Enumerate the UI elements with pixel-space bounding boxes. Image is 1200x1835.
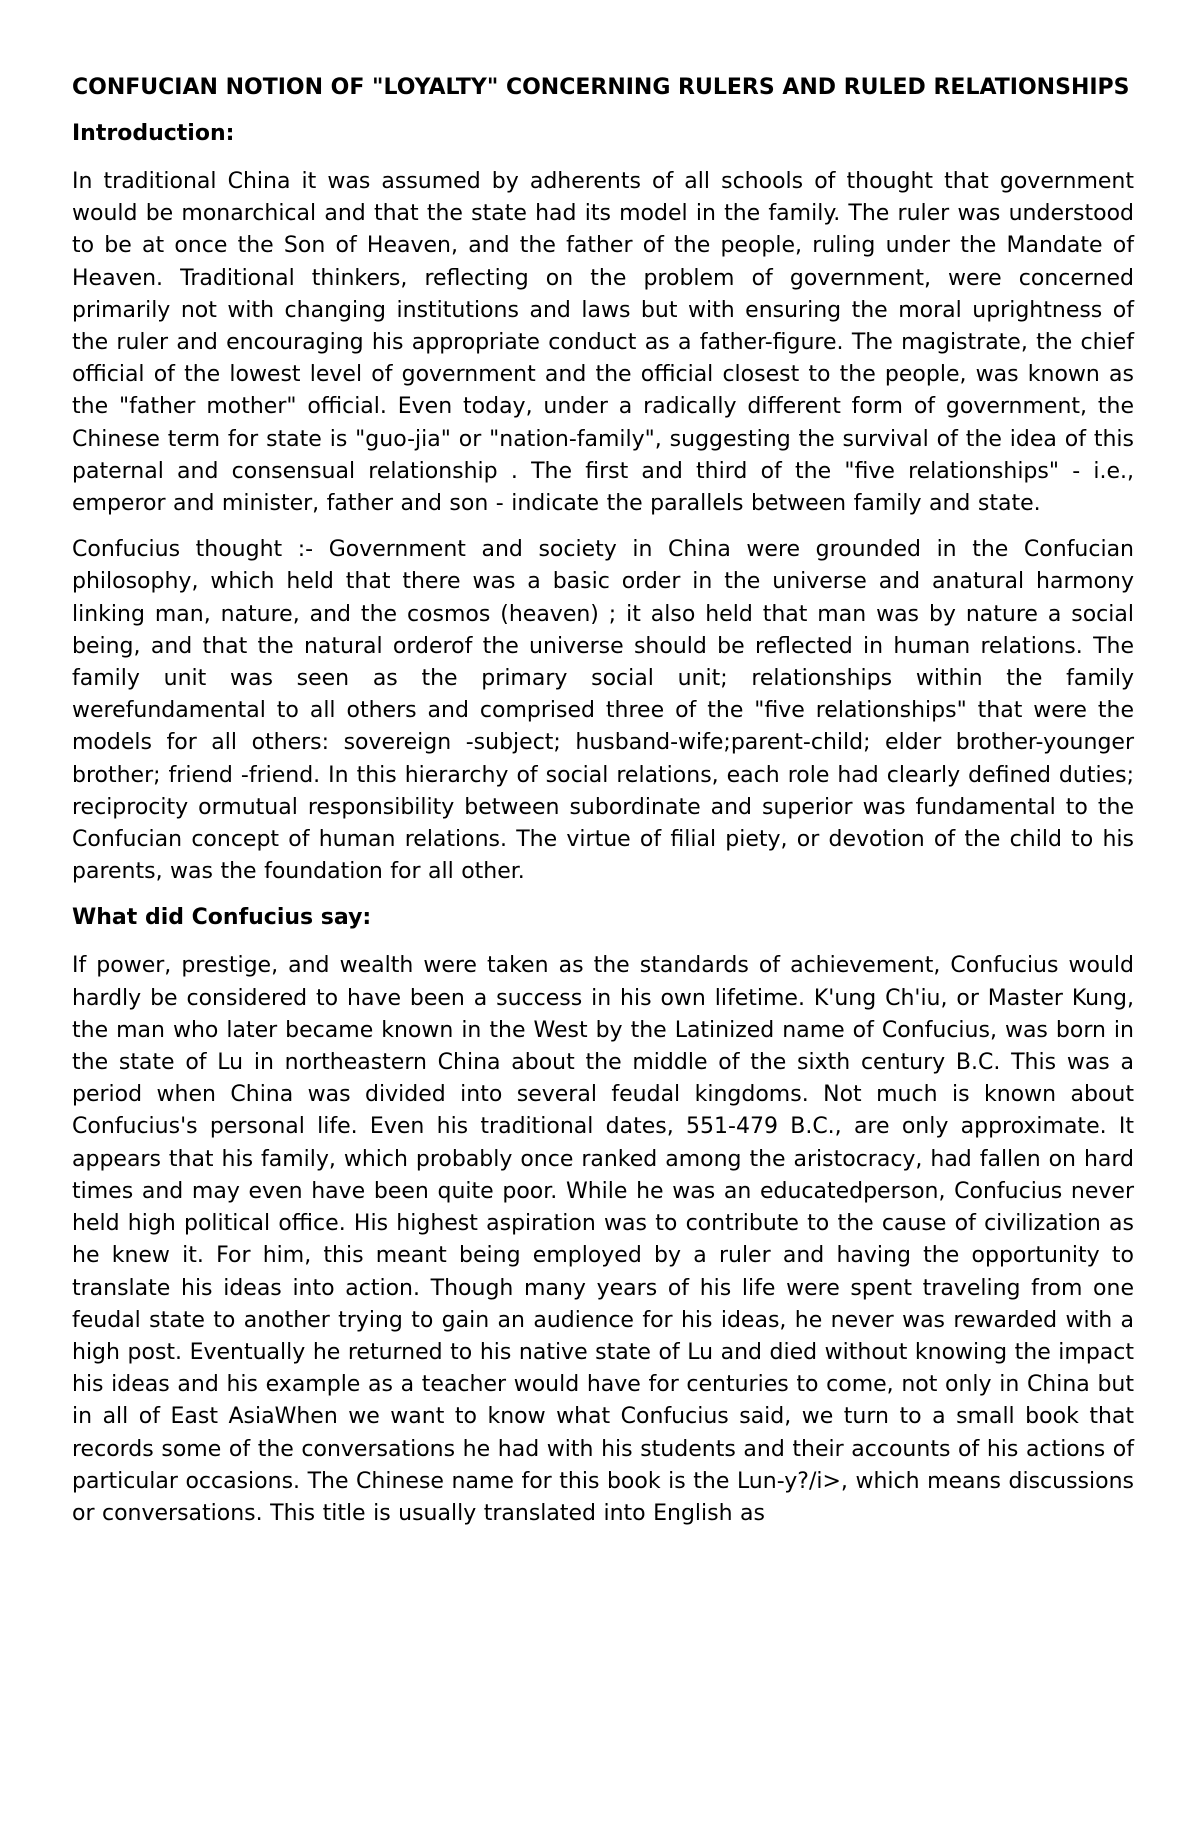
document-page	[72, 72, 1134, 1544]
paragraph: If power, prestige, and wealth were taken as the standards of achievement, Confucius would hardly be considered to have been a success in his own lifetime. K'ung Ch'iu, or Master Kung, the man who later became known in the West by the Latinized name of Confucius, was born in the state of Lu in northeastern China about the middle of the sixth century B.C. This was a period when China was divided into several feudal kingdoms. Not much is known about Confucius's personal life. Even his traditional dates, 551-479 B.C., are only approximate. It appears that his family, which probably once ranked among the aristocracy, had fallen on hard times and may even have been quite poor. While he was an educatedperson, Confucius never held high political office. His highest aspiration was to contribute to the cause of civilization as he knew it. For him, this meant being employed by a ruler and having the opportunity to translate his ideas into action. Though many years of his life were spent traveling from one feudal state to another trying to gain an audience for his ideas, he never was rewarded with a high post. Eventually he returned to his native state of Lu and died without knowing the impact his ideas and his example as a teacher would have for centuries to come, not only in China but in all of East AsiaWhen we want to know what Confucius said, we turn to a small book that records some of the conversations he had with his students and their accounts of his actions of particular occasions. The Chinese name for this book is the Lun-y?/i>, which means discussions or conversations. This title is usually translated into English as	[72, 953, 1134, 1526]
paragraph: In traditional China it was assumed by adherents of all schools of thought that government would be monarchical and that the state had its model in the family. The ruler was understood to be at once the Son of Heaven, and the father of the people, ruling under the Mandate of Heaven. Traditional thinkers, reflecting on the problem of government, were concerned primarily not with changing institutions and laws but with ensuring the moral uprightness of the ruler and encouraging his appropriate conduct as a father-figure. The magistrate, the chief official of the lowest level of government and the official closest to the people, was known as the "father mother" official. Even today, under a radically different form of government, the Chinese term for state is "guo-jia" or "nation-family", suggesting the survival of the idea of this paternal and consensual relationship . The first and third of the "five relationships" - i.e., emperor and minister, father and son - indicate the parallels between family and state.	[72, 169, 1134, 517]
section-introduction	[72, 118, 1134, 888]
section-what-did-confucius-say	[72, 902, 1134, 1530]
document-title: CONFUCIAN NOTION OF "LOYALTY" CONCERNING RULERS AND RULED RELATIONSHIPS	[72, 75, 1130, 100]
section-heading: What did Confucius say:	[72, 905, 372, 931]
paragraph: Confucius thought :- Government and society in China were grounded in the Confucian philosophy, which held that there was a basic order in the universe and anatural harmony linking man, nature, and the cosmos (heaven) ; it also held that man was by nature a social being, and that the natural orderof the universe should be reflected in human relations. The family unit was seen as the primary social unit; relationships within the family werefundamental to all others and comprised three of the "five relationships" that were the models for all others: sovereign -subject; husband-wife;parent-child; elder brother-younger brother; friend -friend. In this hierarchy of social relations, each role had clearly defined duties; reciprocity ormutual responsibility between subordinate and superior was fundamental to the Confucian concept of human relations. The virtue of filial piety, or devotion of the child to his parents, was the foundation for all other.	[72, 537, 1134, 885]
section-heading: Introduction:	[72, 121, 235, 146]
